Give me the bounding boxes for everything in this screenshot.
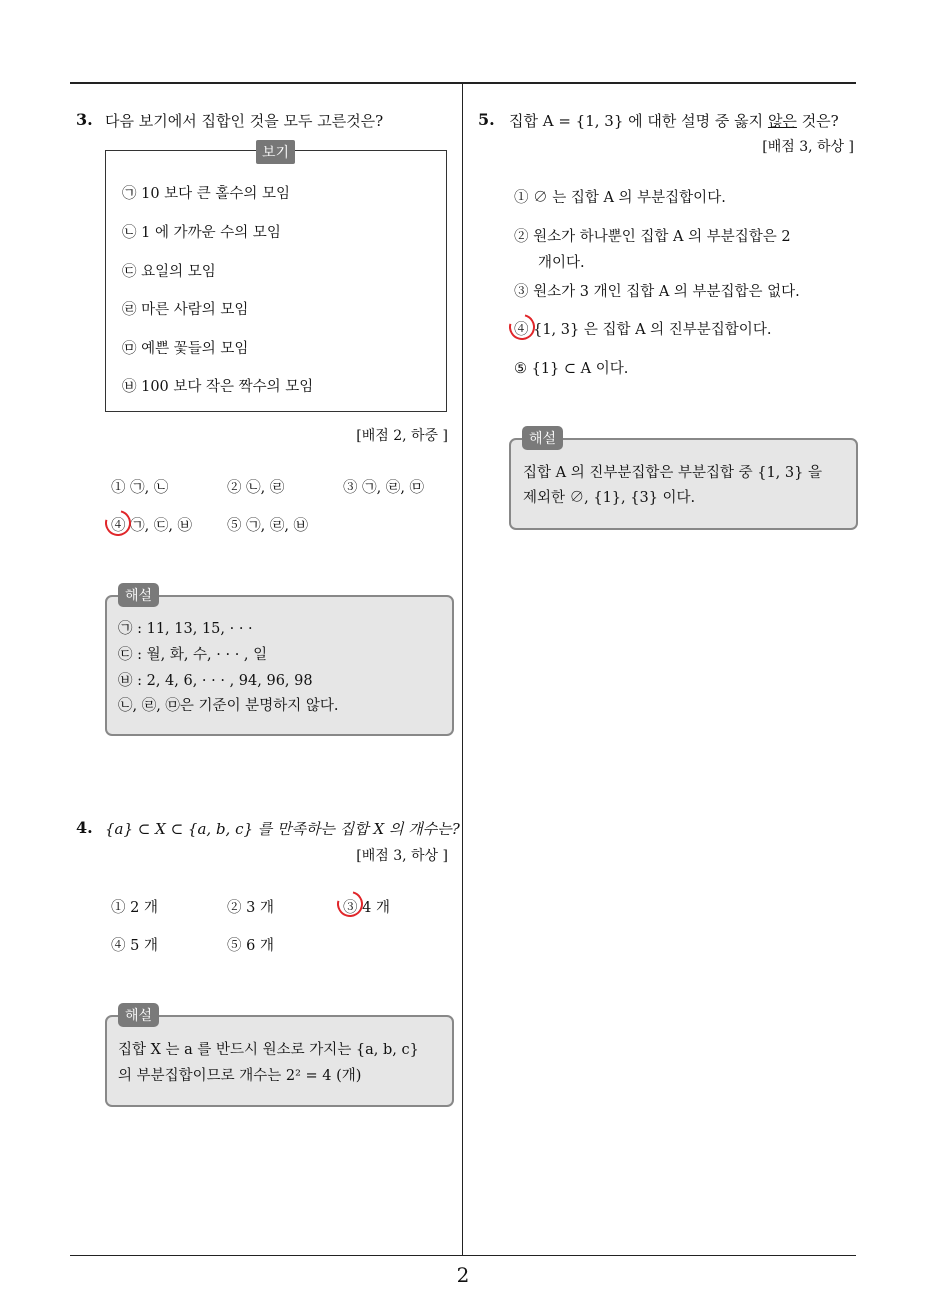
q4-solution-label: 해설 (118, 1003, 159, 1027)
q5-number: 5. (478, 110, 495, 129)
top-rule (70, 82, 856, 84)
q4-choice-4[interactable]: ④ 5 개 (111, 938, 158, 954)
q4-solution-line: 의 부분집합이므로 개수는 2² = 4 (개) (118, 1068, 362, 1084)
q5-solution-label: 해설 (522, 426, 563, 450)
q3-bogi-item: ㉥ 100 보다 작은 짝수의 모임 (122, 379, 314, 395)
q5-choice-1[interactable]: ① ∅ 는 집합 A 의 부분집합이다. (514, 190, 726, 206)
column-divider (462, 83, 463, 1256)
q5-choice-2-cont: 개이다. (538, 255, 585, 271)
q3-solution-label: 해설 (118, 583, 159, 607)
q5-choice-2[interactable]: ② 원소가 하나뿐인 집합 A 의 부분집합은 2 (514, 229, 791, 245)
q3-solution-line: ㉢ : 월, 화, 수, · · · , 일 (118, 647, 268, 663)
q4-choice-1[interactable]: ① 2 개 (111, 900, 158, 916)
q3-solution-line: ㉥ : 2, 4, 6, · · · , 94, 96, 98 (118, 673, 313, 689)
q4-score: [배점 3, 하상 ] (356, 848, 448, 864)
q5-solution-line: 집합 A 의 진부분집합은 부분집합 중 {1, 3} 을 (523, 465, 822, 481)
q5-question-pre: 집합 A = {1, 3} 에 대한 설명 중 옳지 (509, 112, 768, 130)
q5-choice-5[interactable]: ⑤ {1} ⊂ A 이다. (514, 361, 629, 377)
q5-answer-mark (504, 309, 540, 345)
q4-solution-line: 집합 X 는 a 를 반드시 원소로 가지는 {a, b, c} (118, 1042, 419, 1058)
q3-bogi-label: 보기 (256, 140, 295, 164)
q3-score: [배점 2, 하중 ] (356, 428, 448, 444)
q3-bogi-item: ㉤ 예쁜 꽃들의 모임 (122, 341, 249, 357)
q3-choice-5[interactable]: ⑤ ㉠, ㉣, ㉥ (227, 518, 309, 534)
q5-score: [배점 3, 하상 ] (762, 139, 854, 155)
bottom-rule (70, 1255, 856, 1256)
q3-solution-line: ㉠ : 11, 13, 15, · · · (118, 621, 253, 637)
q3-number: 3. (76, 110, 93, 129)
q5-choice-4[interactable]: ④ {1, 3} 은 집합 A 의 진부분집합이다. (514, 322, 772, 338)
q3-bogi-item: ㉣ 마른 사람의 모임 (122, 302, 249, 318)
q4-number: 4. (76, 818, 93, 837)
q4-choice-2[interactable]: ② 3 개 (227, 900, 274, 916)
q3-bogi-item: ㉢ 요일의 모임 (122, 264, 216, 280)
q5-question (509, 110, 839, 131)
q3-answer-mark (100, 505, 136, 541)
q5-solution-box (509, 438, 858, 530)
q3-choice-1[interactable]: ① ㉠, ㉡ (111, 480, 169, 496)
q4-choice-3[interactable]: ③ 4 개 (343, 900, 390, 916)
q5-question-underlined: 않은 (767, 112, 797, 130)
q3-choice-4[interactable]: ④ ㉠, ㉢, ㉥ (111, 518, 193, 534)
q3-bogi-item: ㉠ 10 보다 큰 홀수의 모임 (122, 186, 291, 202)
q5-choice-3[interactable]: ③ 원소가 3 개인 집합 A 의 부분집합은 없다. (514, 284, 800, 300)
q3-choice-3[interactable]: ③ ㉠, ㉣, ㉤ (343, 480, 425, 496)
page-number: 2 (456, 1263, 470, 1287)
q3-choice-2[interactable]: ② ㉡, ㉣ (227, 480, 285, 496)
q3-question: 다음 보기에서 집합인 것을 모두 고른것은? (105, 112, 384, 130)
q3-solution-line: ㉡, ㉣, ㉤은 기준이 분명하지 않다. (118, 698, 339, 714)
q4-choice-5[interactable]: ⑤ 6 개 (227, 938, 274, 954)
q3-bogi-item: ㉡ 1 에 가까운 수의 모임 (122, 225, 281, 241)
q4-question: {a} ⊂ X ⊂ {a, b, c} 를 만족하는 집합 X 의 개수는? (105, 820, 460, 838)
q5-question-post: 것은? (796, 112, 839, 130)
q4-solution-box (105, 1015, 454, 1107)
q5-solution-line: 제외한 ∅, {1}, {3} 이다. (523, 490, 696, 506)
